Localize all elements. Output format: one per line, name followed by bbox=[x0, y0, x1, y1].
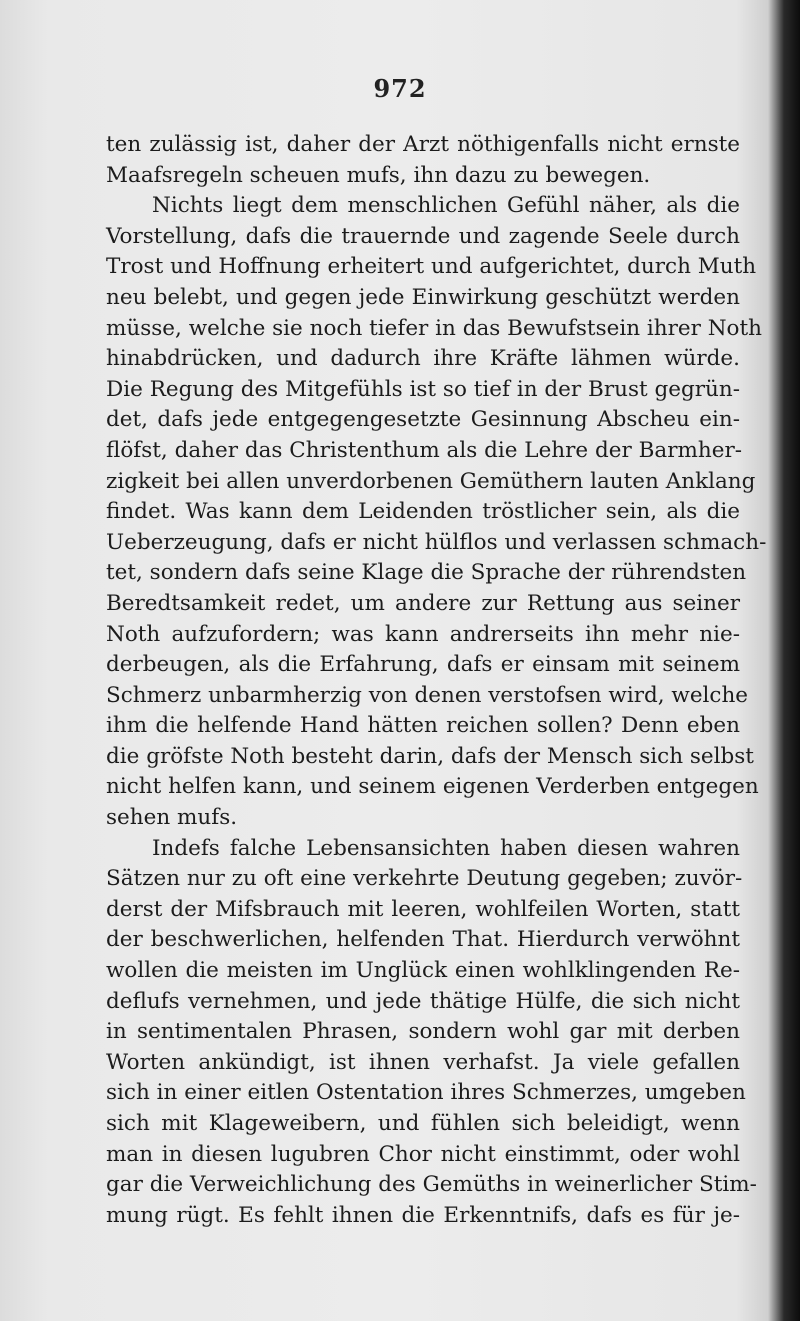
text-line: sehen mufs. bbox=[106, 805, 238, 831]
text-line: hinabdrücken, und dadurch ihre Kräfte lähmen würde. bbox=[106, 346, 740, 372]
text-line: ten zulässig ist, daher der Arzt nöthigenfalls nicht ernste bbox=[106, 132, 740, 157]
text-line: sich mit Klageweibern, und fühlen sich beleidigt, wenn bbox=[106, 1111, 740, 1136]
text-line: zigkeit bei allen unverdorbenen Gemüthern lauten Anklang bbox=[106, 468, 756, 494]
text-line: Sätzen nur zu oft eine verkehrte Deutung gegeben; zuvör- bbox=[106, 866, 743, 892]
text-line: Indefs falche Lebensansichten haben diesen wahren bbox=[152, 835, 740, 861]
text-line: Schmerz unbarmherzig von denen verstofsen wird, welche bbox=[106, 682, 749, 708]
text-line: Nichts liegt dem menschlichen Gefühl näher, als die bbox=[152, 193, 740, 219]
text-line: man in diesen lugubren Chor nicht einstimmt, oder wohl bbox=[106, 1141, 740, 1167]
text-line: sich in einer eitlen Ostentation ihres Schmerzes, umgeben bbox=[106, 1080, 746, 1106]
text-line: Trost und Hoffnung erheitert und aufgerichtet, durch Muth bbox=[106, 254, 757, 280]
body-text bbox=[106, 130, 767, 1231]
text-line: Worten ankündigt, ist ihnen verhafst. Ja viele gefallen bbox=[106, 1049, 740, 1075]
text-line: flöfst, daher das Christenthum als die Lehre der Barmher- bbox=[106, 437, 742, 463]
text-line: neu belebt, und gegen jede Einwirkung geschützt werden bbox=[106, 284, 740, 310]
text-line: tet, sondern dafs seine Klage die Sprache der rührendsten bbox=[106, 560, 747, 586]
text-line: die gröfste Noth besteht darin, dafs der Mensch sich selbst bbox=[106, 743, 754, 769]
text-line: Noth aufzufordern; was kann andrerseits ihn mehr nie- bbox=[106, 621, 740, 647]
text-line: det, dafs jede entgegengesetzte Gesinnung Abscheu ein- bbox=[106, 407, 740, 433]
text-line: deflufs vernehmen, und jede thätige Hülfe, die sich nicht bbox=[106, 988, 740, 1014]
text-line: Ueberzeugung, dafs er nicht hülflos und verlassen schmach- bbox=[106, 529, 767, 555]
text-line: Beredtsamkeit redet, um andere zur Rettung aus seiner bbox=[106, 590, 740, 616]
text-line: wollen die meisten im Unglück einen wohlklingenden Re- bbox=[106, 958, 740, 984]
text-line: gar die Verweichlichung des Gemüths in weinerlicher Stim- bbox=[106, 1172, 757, 1198]
text-line: der beschwerlichen, helfenden That. Hierdurch verwöhnt bbox=[106, 927, 740, 953]
text-line: derbeugen, als die Erfahrung, dafs er einsam mit seinem bbox=[106, 652, 740, 678]
text-line: derst der Mifsbrauch mit leeren, wohlfeilen Worten, statt bbox=[106, 896, 740, 922]
text-line: in sentimentalen Phrasen, sondern wohl gar mit derben bbox=[106, 1019, 740, 1045]
text-line: Die Regung des Mitgefühls ist so tief in der Brust gegrün- bbox=[106, 376, 740, 402]
text-line: Maafsregeln scheuen mufs, ihn dazu zu bewegen. bbox=[106, 162, 651, 188]
text-line: mung rügt. Es fehlt ihnen die Erkenntnifs, dafs es für je- bbox=[106, 1202, 740, 1228]
text-line: ihm die helfende Hand hätten reichen sollen? Denn eben bbox=[106, 713, 740, 739]
text-line: nicht helfen kann, und seinem eigenen Verderben entgegen bbox=[106, 774, 759, 800]
text-line: müsse, welche sie noch tiefer in das Bewufstsein ihrer Noth bbox=[106, 315, 762, 341]
text-line: Vorstellung, dafs die trauernde und zagende Seele durch bbox=[106, 223, 740, 249]
text-line: findet. Was kann dem Leidenden tröstlicher sein, als die bbox=[106, 499, 740, 525]
page-number: 972 bbox=[373, 74, 427, 103]
